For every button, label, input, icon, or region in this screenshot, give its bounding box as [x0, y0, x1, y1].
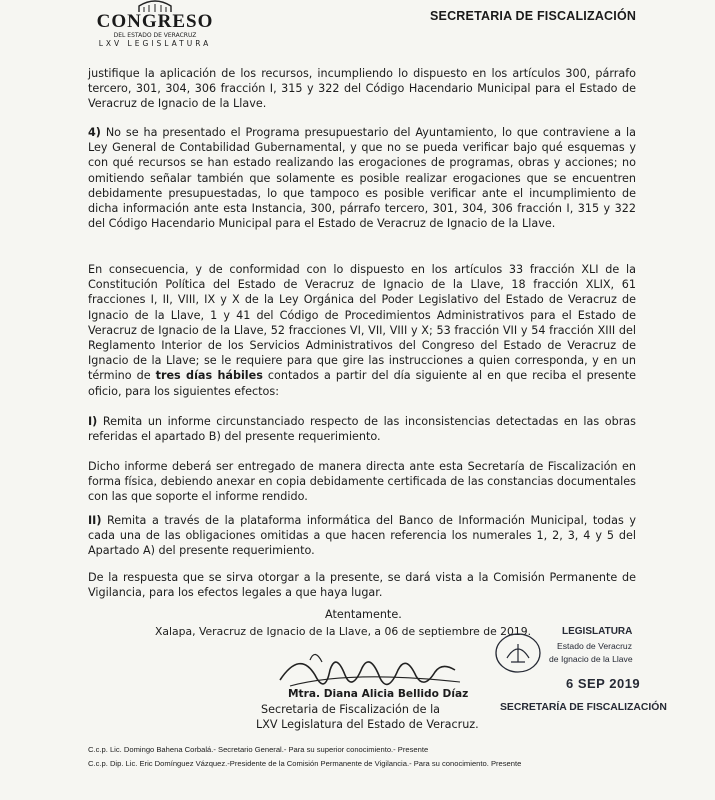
paragraph-requirement-1 [88, 414, 636, 444]
requirement-1-text: Remita un informe circunstanciado respecto de las inconsistencias detectadas en las obras referidas el apartado B) del presente requerimiento. [88, 415, 636, 444]
congress-logo [95, 0, 215, 58]
logo-name: CONGRESO [96, 11, 214, 32]
stamp-department: SECRETARÍA DE FISCALIZACIÓN [500, 702, 667, 713]
closing-salutation: Atentamente. [325, 608, 402, 621]
department-heading: SECRETARIA DE FISCALIZACIÓN [430, 9, 637, 23]
stamp-state: Estado de Veracruz [557, 641, 633, 651]
logo-legislature: LXV LEGISLATURA [98, 39, 212, 48]
consequence-text-a: En consecuencia, y de conformidad con lo dispuesto en los artículos 33 fracción XLI de la Constitución Política del Estado de Veracruz de Ignacio de la Llave, 18 fracción XLIX, 61 fracciones I, II, VIII, IX y X de la Ley Orgánica del Poder Legislativo del Estado de Veracruz de Ignacio de la Llave, 1 y 41 del Código de Procedimientos Administrativos para el Estado de Veracruz de Ignacio de la Llave, 52 fracciones VI, VII, VIII y X; 53 fracción VII y 54 fracción XIII del Reglamento Interior de los Servicios Administrativos del Congreso del Estado de Veracruz de Ignacio de la Llave; se le requiere para que gire las instrucciones a quien corresponda, y en un término de [88, 263, 636, 383]
stamp-legislature: LEGISLATURA [562, 626, 633, 637]
ccp-line-2: C.c.p. Dip. Lic. Eric Domínguez Vázquez.-Presidente de la Comisión Permanente de Vigilancia.- Para su conocimiento. Presente [88, 759, 522, 768]
national-seal-icon [493, 632, 543, 674]
response-text: De la respuesta que se sirva otorgar a la presente, se dará vista a la Comisión Permanente de Vigilancia, para los efectos legales a que haya lugar. [88, 571, 636, 600]
paragraph-delivery [88, 459, 636, 505]
item-number-i: I) [88, 415, 98, 428]
paragraph-consequence [88, 262, 636, 399]
paragraph-response [88, 570, 636, 600]
consequence-text-b: contados a partir del día siguiente al en que reciba el presente oficio, para los siguientes efectos: [88, 369, 636, 398]
place-and-date: Xalapa, Veracruz de Ignacio de la Llave, a 06 de septiembre de 2019. [155, 625, 532, 638]
deadline-text: tres días hábiles [155, 369, 263, 383]
paragraph-1 [88, 66, 636, 112]
paragraph-4 [88, 125, 636, 231]
requirement-2-text: Remita a través de la plataforma informática del Banco de Información Municipal, todas y cada una de las obligaciones omitidas a que hacen referencia los numerales 1, 2, 3, 4 y 5 del Apartado A) del presente requerimiento. [88, 514, 636, 558]
item-number-ii: II) [88, 514, 102, 527]
paragraph-1-text: justifique la aplicación de los recursos, incumpliendo lo dispuesto en los artículos 300, párrafo tercero, 301, 304, 306 fracción I, 315 y 322 del Código Hacendario Municipal para el Estado de Veracruz de Ignacio de la Llave. [88, 67, 636, 111]
paragraph-requirement-2 [88, 513, 636, 559]
signer-role-1: Secretaria de Fiscalización de la [261, 703, 441, 716]
signer-role-2: LXV Legislatura del Estado de Veracruz. [256, 718, 479, 731]
stamp-date: 6 SEP 2019 [566, 676, 641, 691]
stamp-state-2: de Ignacio de la Llave [549, 654, 633, 664]
ccp-line-1: C.c.p. Lic. Domingo Bahena Corbalá.- Secretario General.- Para su superior conocimiento.- Presente [88, 745, 429, 754]
item-number-4: 4) [88, 126, 101, 139]
logo-subtitle: DEL ESTADO DE VERACRUZ [113, 32, 197, 39]
paragraph-4-text: No se ha presentado el Programa presupuestario del Ayuntamiento, lo que contraviene a la Ley General de Contabilidad Gubernamental, y que no se pueda verificar bajo qué esquemas y con qué recursos se han estado realizando las erogaciones de programas, obras y acciones; no omitiendo señalar también que solamente es posible realizar erogaciones que se encuentren debidamente presupuestadas, lo que tampoco es posible verificar ante el incumplimiento de dicha información ante esta Instancia, 300, párrafo tercero, 301, 304, 306 fracción I, 315 y 322 del Código Hacendario Municipal para el Estado de Veracruz de Ignacio de la Llave. [88, 126, 636, 231]
delivery-text: Dicho informe deberá ser entregado de manera directa ante esta Secretaría de Fiscalización en forma física, debiendo anexar en copia debidamente certificada de las constancias documentales con las que soporte el informe rendido. [88, 460, 636, 504]
signer-name: Mtra. Diana Alicia Bellido Díaz [288, 688, 469, 700]
